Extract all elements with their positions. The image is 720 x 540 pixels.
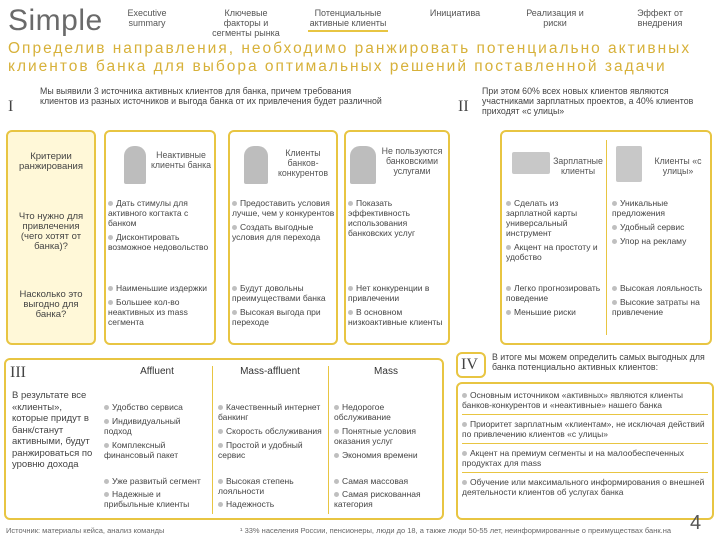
family-icon — [350, 146, 376, 184]
nav-initiative[interactable]: Инициатива — [429, 8, 481, 18]
segment-mass-affluent-items: Качественный интернет банкинг Скорость обслуживания Простой и удобный сервис — [218, 402, 322, 460]
section-1-intro: Мы выявили 3 источника активных клиентов для банка, причем требования клиентов из разных источников и выгода банка от их привлечения будет различной — [40, 86, 382, 106]
salary-clients-header: Зарплатные клиенты — [553, 156, 603, 176]
section-1-roman: I — [8, 98, 14, 115]
segment-mass-affluent-benefit: Высокая степень лояльности Надежность — [218, 476, 294, 509]
segment-affluent-items: Удобство сервиса Индивидуальный подход Комплексный финансовый пакет — [104, 402, 183, 460]
section-2-divider — [606, 140, 607, 335]
need-label: Что нужно для привлечения (чего хотят от банка)? — [18, 211, 84, 252]
section-4-intro: В итоге мы можем определить самых выгодных для банка потенциально активных клиентов: — [492, 352, 705, 372]
segment-affluent-name: Affluent — [140, 366, 174, 377]
street-clients-need: Уникальные предложения Удобный сервис Упор на рекламу — [612, 198, 687, 246]
col-inactive-need: Дать стимулы для активного когтакта с банком Дисконтировать возможное недовольство — [108, 198, 209, 252]
col-inactive-header: Неактивные клиенты банка — [150, 150, 212, 170]
benefit-label: Насколько это выгодно для банка? — [19, 289, 83, 320]
businessman-icon — [244, 146, 268, 184]
col-competitors-benefit: Будут довольны преимуществами банка Высокая выгода при переходе — [232, 283, 326, 327]
col-non-users-header: Не пользуются банковскими услугами — [381, 146, 443, 176]
page-number: 4 — [690, 512, 702, 534]
footer-note: ¹ 33% населения России, пенсионеры, люди до 18, а также люди 50-55 лет, неинформированные о преимуществах банк.на — [240, 526, 672, 535]
col-non-users-need: Показать эффективность использования банковских услуг — [348, 198, 416, 238]
nav-key-factors[interactable]: Ключевые факторы и сегменты рынка — [212, 8, 280, 38]
col-competitors-header: Клиенты банков-конкурентов — [277, 148, 329, 178]
section-3-roman: III — [10, 364, 26, 381]
col-non-users-benefit: Нет конкуренции в привлечении В основном низкоактивные клиенты — [348, 283, 443, 327]
nav-executive-summary[interactable]: Executive summary — [127, 8, 167, 28]
logo: Simple — [8, 4, 103, 37]
street-clients-benefit: Высокая лояльность Высокие затраты на привлечение — [612, 283, 703, 317]
section-3-intro: В результате все «клиенты», которые придут в банк/станут активными, будут ранжироваться по уровню дохода — [12, 390, 93, 470]
section-4-items: Основным источником «активных» являются клиенты банков-конкурентов и «неактивные» нашего банка Приоритет зарплатным «клиентам», не исключая действий по привлечению клиентов «с улицы» Акцент на премиум сегменты и на малообеспеченных продуктах для mass Обучение или максимального информирования о внешней деятельности клиентов об услугах банка — [462, 390, 708, 497]
building-icon — [616, 146, 642, 182]
section-4-roman: IV — [461, 356, 478, 373]
criteria-label: Критерии ранжирования — [19, 151, 83, 172]
section-2-intro: При этом 60% всех новых клиентов являются участниками зарплатных проектов, а 40% клиентов приходят «с улицы» — [482, 86, 694, 116]
page-title: Определив направления, необходимо ранжировать потенциально активных клиентов банка для выбора оптимальных решений поставленной задачи — [8, 40, 692, 75]
salary-clients-benefit: Легко прогнозировать поведение Меньшие риски — [506, 283, 601, 317]
salary-clients-need: Сделать из зарплатной карты универсальный инструмент Акцент на простоту и удобство — [506, 198, 598, 262]
person-icon — [124, 146, 146, 184]
segment-mass-affluent-name: Mass-affluent — [240, 366, 300, 377]
segment-mass-name: Mass — [374, 366, 398, 377]
footer-source: Источник: материалы кейса, анализ команды — [6, 526, 165, 535]
card-icon — [512, 152, 550, 174]
section-2-roman: II — [458, 98, 469, 115]
nav-effect[interactable]: Эффект от внедрения — [637, 8, 683, 28]
col-competitors-need: Предоставить условия лучше, чем у конкурентов Создать выгодные условия для перехода — [232, 198, 335, 242]
segment-mass-benefit: Самая массовая Самая рискованная категория — [334, 476, 421, 509]
segment-mass-items: Недорогое обслуживание Понятные условия оказания услуг Экономия времени — [334, 402, 418, 460]
nav-implementation[interactable]: Реализация и риски — [526, 8, 584, 28]
street-clients-header: Клиенты «с улицы» — [654, 156, 702, 176]
segment-affluent-benefit: Уже развитый сегмент Надежные и прибыльные клиенты — [104, 476, 201, 509]
section-3-divider-1 — [212, 366, 213, 514]
nav-potential-clients[interactable]: Потенциальные активные клиенты — [308, 8, 388, 32]
section-3-divider-2 — [328, 366, 329, 514]
col-inactive-benefit: Наименьшие издержки Большее кол-во неактивных из mass сегмента — [108, 283, 207, 327]
